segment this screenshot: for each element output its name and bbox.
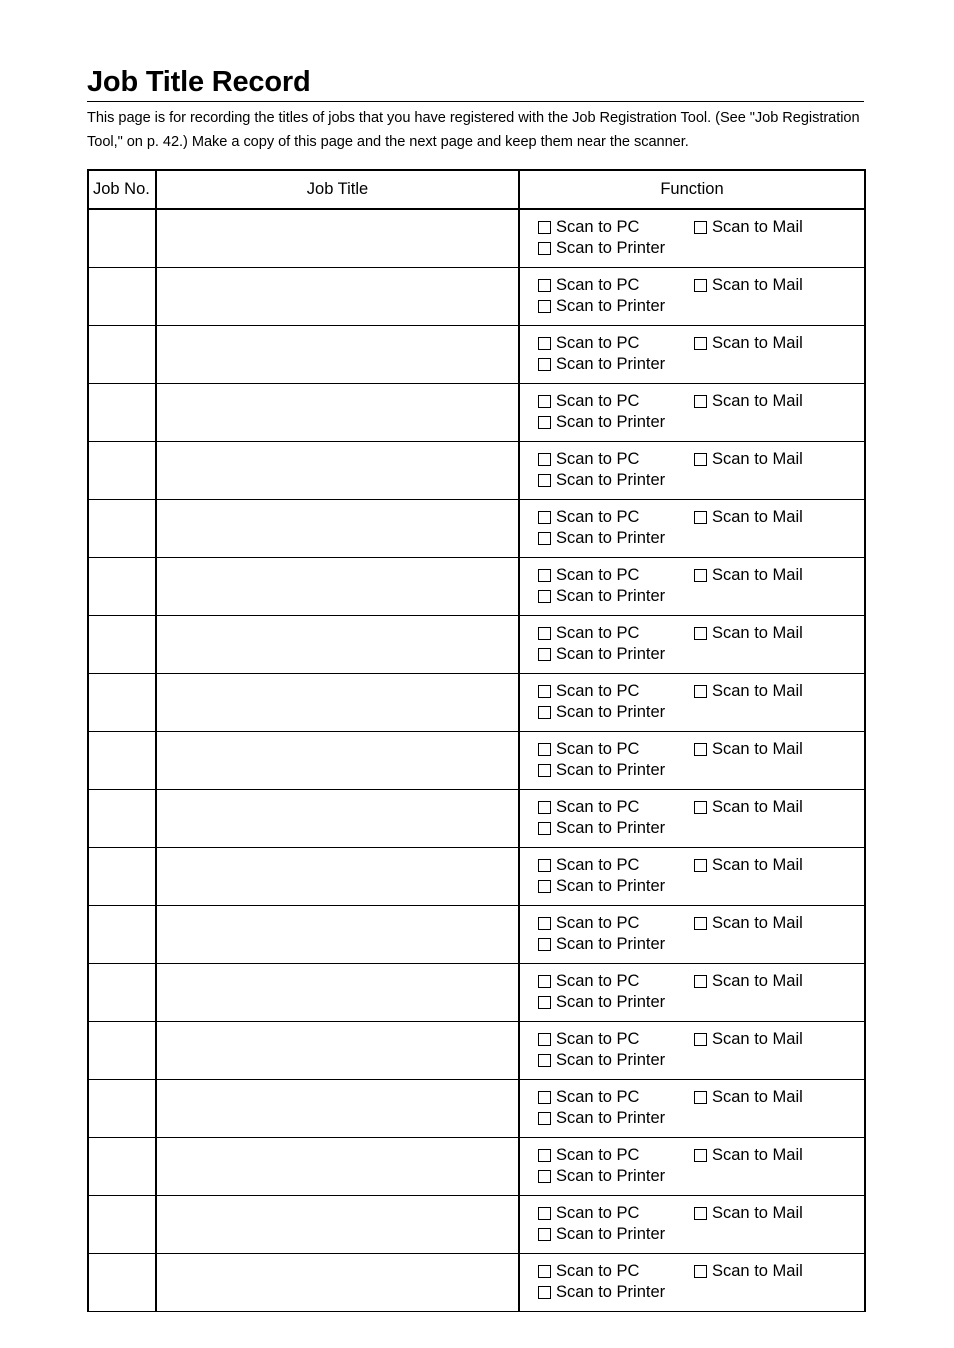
option-scan-to-pc[interactable] [538, 217, 639, 237]
job-title-record-table [87, 169, 866, 1312]
checkbox-icon[interactable] [694, 917, 707, 930]
option-scan-to-printer[interactable] [538, 296, 665, 316]
option-label: Scan to PC [556, 450, 640, 468]
option-scan-to-printer[interactable] [538, 818, 665, 838]
function-cell [519, 267, 865, 325]
checkbox-icon[interactable] [694, 453, 707, 466]
option-scan-to-mail[interactable] [694, 1261, 803, 1281]
option-label: Scan to PC [556, 1088, 640, 1106]
checkbox-icon[interactable] [538, 996, 551, 1009]
function-options [520, 1022, 864, 1078]
option-scan-to-pc[interactable] [538, 623, 639, 643]
option-scan-to-mail[interactable] [694, 971, 803, 991]
checkbox-icon[interactable] [538, 590, 551, 603]
function-options [520, 384, 864, 440]
option-label: Scan to Mail [712, 218, 803, 237]
option-label: Scan to Printer [556, 1051, 666, 1069]
option-scan-to-pc[interactable] [538, 913, 639, 933]
job-no-cell[interactable] [88, 267, 156, 325]
checkbox-icon[interactable] [538, 1033, 551, 1046]
option-label: Scan to Printer [556, 761, 666, 779]
option-label: Scan to Printer [556, 297, 666, 315]
option-scan-to-mail[interactable] [694, 449, 803, 469]
option-label: Scan to PC [556, 856, 640, 874]
checkbox-icon[interactable] [538, 1112, 551, 1125]
function-cell [519, 673, 865, 731]
option-scan-to-mail[interactable] [694, 565, 803, 585]
checkbox-icon[interactable] [538, 822, 551, 835]
job-no-cell[interactable] [88, 847, 156, 905]
checkbox-icon[interactable] [538, 532, 551, 545]
option-label: Scan to PC [556, 1146, 640, 1164]
option-label: Scan to PC [556, 392, 640, 410]
checkbox-icon[interactable] [538, 1054, 551, 1067]
function-cell [519, 1021, 865, 1079]
header-job-no: Job No. [88, 170, 156, 209]
function-cell [519, 789, 865, 847]
function-cell [519, 1079, 865, 1137]
option-scan-to-pc[interactable] [538, 449, 639, 469]
job-title-cell[interactable] [156, 209, 519, 267]
option-scan-to-mail[interactable] [694, 1145, 803, 1165]
option-scan-to-pc[interactable] [538, 565, 639, 585]
header-function: Function [519, 170, 865, 209]
function-options [520, 906, 864, 962]
job-title-cell[interactable] [156, 731, 519, 789]
function-cell [519, 499, 865, 557]
function-cell [519, 1137, 865, 1195]
job-title-cell[interactable] [156, 267, 519, 325]
option-label: Scan to Mail [712, 392, 803, 410]
job-no-cell[interactable] [88, 1253, 156, 1311]
title-divider [87, 101, 864, 102]
checkbox-icon[interactable] [694, 1265, 707, 1278]
checkbox-icon[interactable] [538, 801, 551, 814]
option-label: Scan to Printer [556, 413, 666, 431]
job-no-cell[interactable] [88, 325, 156, 383]
checkbox-icon[interactable] [538, 685, 551, 698]
option-label: Scan to Printer [556, 819, 666, 837]
option-label: Scan to PC [556, 508, 640, 526]
option-scan-to-printer[interactable] [538, 1108, 665, 1128]
job-no-cell[interactable] [88, 731, 156, 789]
option-scan-to-pc[interactable] [538, 1029, 639, 1049]
option-label: Scan to PC [556, 972, 640, 990]
option-scan-to-printer[interactable] [538, 1166, 665, 1186]
option-scan-to-mail[interactable] [694, 1087, 803, 1107]
function-cell [519, 383, 865, 441]
checkbox-icon[interactable] [538, 627, 551, 640]
option-label: Scan to Mail [712, 1088, 803, 1106]
function-options [520, 210, 864, 266]
option-label: Scan to Mail [712, 276, 803, 294]
checkbox-icon[interactable] [694, 975, 707, 988]
option-label: Scan to Printer [556, 1167, 666, 1185]
job-title-cell[interactable] [156, 847, 519, 905]
option-scan-to-pc[interactable] [538, 333, 639, 353]
option-label: Scan to Mail [712, 1030, 803, 1048]
job-title-cell[interactable] [156, 673, 519, 731]
table-row [88, 905, 865, 963]
option-scan-to-printer[interactable] [538, 876, 665, 896]
function-options [520, 1254, 864, 1310]
job-title-cell[interactable] [156, 1253, 519, 1311]
option-scan-to-printer[interactable] [538, 1050, 665, 1070]
function-options [520, 674, 864, 730]
function-cell [519, 963, 865, 1021]
option-scan-to-mail[interactable] [694, 681, 803, 701]
option-label: Scan to Printer [556, 877, 666, 895]
option-scan-to-pc[interactable] [538, 1261, 639, 1281]
function-options [520, 848, 864, 904]
table-row [88, 557, 865, 615]
job-no-cell[interactable] [88, 963, 156, 1021]
table-row [88, 847, 865, 905]
table-row [88, 1021, 865, 1079]
job-title-cell[interactable] [156, 1079, 519, 1137]
job-title-cell[interactable] [156, 789, 519, 847]
checkbox-icon[interactable] [538, 1091, 551, 1104]
job-no-cell[interactable] [88, 1021, 156, 1079]
job-title-cell[interactable] [156, 963, 519, 1021]
function-options [520, 558, 864, 614]
function-options [520, 326, 864, 382]
option-label: Scan to Mail [712, 508, 803, 526]
option-scan-to-printer[interactable] [538, 354, 665, 374]
option-scan-to-mail[interactable] [694, 217, 803, 237]
checkbox-icon[interactable] [538, 395, 551, 408]
function-options [520, 964, 864, 1020]
function-options [520, 732, 864, 788]
option-label: Scan to PC [556, 682, 640, 700]
option-scan-to-pc[interactable] [538, 971, 639, 991]
option-scan-to-pc[interactable] [538, 275, 639, 295]
job-no-cell[interactable] [88, 1137, 156, 1195]
checkbox-icon[interactable] [538, 648, 551, 661]
function-cell [519, 615, 865, 673]
checkbox-icon[interactable] [694, 859, 707, 872]
job-no-cell[interactable] [88, 1079, 156, 1137]
table-row [88, 325, 865, 383]
checkbox-icon[interactable] [538, 1149, 551, 1162]
option-scan-to-pc[interactable] [538, 1203, 639, 1223]
function-options [520, 616, 864, 672]
checkbox-icon[interactable] [694, 279, 707, 292]
intro-paragraph: This page is for recording the titles of jobs that you have registered with the Job Registration Tool. (See "Job Registration Tool," on p. 42.) Make a copy of this page and the next page and keep them near the scanner. [87, 110, 860, 150]
option-scan-to-pc[interactable] [538, 1145, 639, 1165]
option-scan-to-mail[interactable] [694, 1029, 803, 1049]
table-body [88, 209, 865, 1311]
checkbox-icon[interactable] [538, 416, 551, 429]
option-scan-to-mail[interactable] [694, 507, 803, 527]
table-row [88, 963, 865, 1021]
option-label: Scan to Printer [556, 239, 666, 258]
job-title-cell[interactable] [156, 441, 519, 499]
table-row [88, 499, 865, 557]
option-label: Scan to Printer [556, 587, 666, 605]
job-title-cell[interactable] [156, 1021, 519, 1079]
checkbox-icon[interactable] [694, 1033, 707, 1046]
job-no-cell[interactable] [88, 615, 156, 673]
option-scan-to-printer[interactable] [538, 238, 665, 258]
option-label: Scan to PC [556, 276, 640, 294]
job-title-cell[interactable] [156, 557, 519, 615]
checkbox-icon[interactable] [538, 706, 551, 719]
checkbox-icon[interactable] [538, 358, 551, 371]
option-scan-to-pc[interactable] [538, 1087, 639, 1107]
option-label: Scan to Mail [712, 566, 803, 584]
option-label: Scan to PC [556, 566, 640, 584]
checkbox-icon[interactable] [538, 1228, 551, 1241]
function-cell [519, 557, 865, 615]
table-row [88, 1253, 865, 1311]
function-options [520, 442, 864, 498]
checkbox-icon[interactable] [538, 337, 551, 350]
option-scan-to-printer[interactable] [538, 934, 665, 954]
function-options [520, 268, 864, 324]
job-no-cell[interactable] [88, 383, 156, 441]
checkbox-icon[interactable] [538, 1207, 551, 1220]
page-title: Job Title Record [87, 66, 311, 98]
checkbox-icon[interactable] [538, 1286, 551, 1299]
checkbox-icon[interactable] [538, 938, 551, 951]
checkbox-icon[interactable] [538, 880, 551, 893]
checkbox-icon[interactable] [694, 801, 707, 814]
option-scan-to-mail[interactable] [694, 391, 803, 411]
option-label: Scan to Mail [712, 1146, 803, 1164]
job-title-cell[interactable] [156, 615, 519, 673]
table-row [88, 1079, 865, 1137]
option-label: Scan to Printer [556, 1109, 666, 1127]
function-cell [519, 209, 865, 267]
function-options [520, 1080, 864, 1136]
checkbox-icon[interactable] [538, 1170, 551, 1183]
checkbox-icon[interactable] [538, 569, 551, 582]
table-row [88, 731, 865, 789]
option-label: Scan to Printer [556, 529, 666, 547]
option-label: Scan to PC [556, 798, 640, 816]
checkbox-icon[interactable] [694, 337, 707, 350]
option-scan-to-mail[interactable] [694, 333, 803, 353]
checkbox-icon[interactable] [694, 395, 707, 408]
job-title-cell[interactable] [156, 499, 519, 557]
option-label: Scan to Mail [712, 972, 803, 990]
table-row [88, 267, 865, 325]
checkbox-icon[interactable] [694, 221, 707, 234]
option-label: Scan to PC [556, 1030, 640, 1048]
table-row [88, 673, 865, 731]
option-label: Scan to PC [556, 218, 640, 237]
option-scan-to-mail[interactable] [694, 1203, 803, 1223]
function-cell [519, 847, 865, 905]
job-no-cell[interactable] [88, 673, 156, 731]
job-no-cell[interactable] [88, 789, 156, 847]
option-scan-to-pc[interactable] [538, 797, 639, 817]
header-job-title: Job Title [156, 170, 519, 209]
function-options [520, 790, 864, 846]
checkbox-icon[interactable] [694, 743, 707, 756]
table-row [88, 383, 865, 441]
checkbox-icon[interactable] [538, 975, 551, 988]
job-no-cell[interactable] [88, 905, 156, 963]
checkbox-icon[interactable] [694, 511, 707, 524]
checkbox-icon[interactable] [694, 627, 707, 640]
function-options [520, 500, 864, 556]
option-label: Scan to Mail [712, 450, 803, 468]
table-row [88, 209, 865, 267]
checkbox-icon[interactable] [538, 764, 551, 777]
checkbox-icon[interactable] [694, 685, 707, 698]
option-scan-to-mail[interactable] [694, 275, 803, 295]
job-no-cell[interactable] [88, 1195, 156, 1253]
option-label: Scan to Printer [556, 1225, 666, 1243]
option-label: Scan to Mail [712, 740, 803, 758]
function-cell [519, 441, 865, 499]
option-label: Scan to PC [556, 914, 640, 932]
option-scan-to-pc[interactable] [538, 739, 639, 759]
checkbox-icon[interactable] [538, 743, 551, 756]
option-label: Scan to PC [556, 334, 640, 352]
checkbox-icon[interactable] [538, 917, 551, 930]
job-no-cell[interactable] [88, 209, 156, 267]
option-label: Scan to Printer [556, 471, 666, 489]
option-scan-to-printer[interactable] [538, 992, 665, 1012]
option-label: Scan to Mail [712, 1262, 803, 1280]
job-no-cell[interactable] [88, 499, 156, 557]
option-label: Scan to Mail [712, 1204, 803, 1222]
job-title-cell[interactable] [156, 1195, 519, 1253]
checkbox-icon[interactable] [538, 859, 551, 872]
option-label: Scan to Printer [556, 935, 666, 953]
option-scan-to-printer[interactable] [538, 644, 665, 664]
option-label: Scan to Printer [556, 645, 666, 663]
option-scan-to-printer[interactable] [538, 1282, 665, 1302]
table-header-row [88, 170, 865, 209]
checkbox-icon[interactable] [538, 1265, 551, 1278]
option-label: Scan to Printer [556, 1283, 666, 1301]
option-scan-to-pc[interactable] [538, 391, 639, 411]
job-no-cell[interactable] [88, 441, 156, 499]
option-scan-to-printer[interactable] [538, 586, 665, 606]
checkbox-icon[interactable] [694, 569, 707, 582]
checkbox-icon[interactable] [538, 453, 551, 466]
function-options [520, 1196, 864, 1252]
option-label: Scan to PC [556, 1262, 640, 1280]
option-scan-to-printer[interactable] [538, 702, 665, 722]
checkbox-icon[interactable] [538, 279, 551, 292]
function-cell [519, 1195, 865, 1253]
option-label: Scan to Mail [712, 682, 803, 700]
option-scan-to-pc[interactable] [538, 507, 639, 527]
option-label: Scan to Mail [712, 624, 803, 642]
option-scan-to-printer[interactable] [538, 528, 665, 548]
option-scan-to-mail[interactable] [694, 739, 803, 759]
checkbox-icon[interactable] [538, 242, 551, 255]
checkbox-icon[interactable] [694, 1149, 707, 1162]
option-scan-to-mail[interactable] [694, 623, 803, 643]
option-label: Scan to Mail [712, 334, 803, 352]
checkbox-icon[interactable] [538, 474, 551, 487]
option-scan-to-mail[interactable] [694, 855, 803, 875]
option-label: Scan to Mail [712, 914, 803, 932]
option-label: Scan to Printer [556, 703, 666, 721]
function-cell [519, 731, 865, 789]
option-scan-to-pc[interactable] [538, 855, 639, 875]
checkbox-icon[interactable] [694, 1091, 707, 1104]
function-cell [519, 1253, 865, 1311]
function-options [520, 1138, 864, 1194]
job-title-cell[interactable] [156, 383, 519, 441]
option-scan-to-printer[interactable] [538, 760, 665, 780]
option-label: Scan to Mail [712, 856, 803, 874]
option-scan-to-mail[interactable] [694, 797, 803, 817]
option-label: Scan to PC [556, 624, 640, 642]
option-label: Scan to Mail [712, 798, 803, 816]
function-cell [519, 325, 865, 383]
job-title-cell[interactable] [156, 905, 519, 963]
checkbox-icon[interactable] [538, 511, 551, 524]
option-scan-to-printer[interactable] [538, 1224, 665, 1244]
checkbox-icon[interactable] [694, 1207, 707, 1220]
table-row [88, 789, 865, 847]
checkbox-icon[interactable] [538, 221, 551, 234]
option-scan-to-printer[interactable] [538, 412, 665, 432]
option-scan-to-pc[interactable] [538, 681, 639, 701]
job-title-cell[interactable] [156, 325, 519, 383]
table-row [88, 615, 865, 673]
table-row [88, 1137, 865, 1195]
job-no-cell[interactable] [88, 557, 156, 615]
checkbox-icon[interactable] [538, 300, 551, 313]
option-scan-to-printer[interactable] [538, 470, 665, 490]
job-title-cell[interactable] [156, 1137, 519, 1195]
option-scan-to-mail[interactable] [694, 913, 803, 933]
table-row [88, 441, 865, 499]
option-label: Scan to PC [556, 740, 640, 758]
table-row [88, 1195, 865, 1253]
option-label: Scan to PC [556, 1204, 640, 1222]
option-label: Scan to Printer [556, 355, 666, 373]
function-cell [519, 905, 865, 963]
option-label: Scan to Printer [556, 993, 666, 1011]
